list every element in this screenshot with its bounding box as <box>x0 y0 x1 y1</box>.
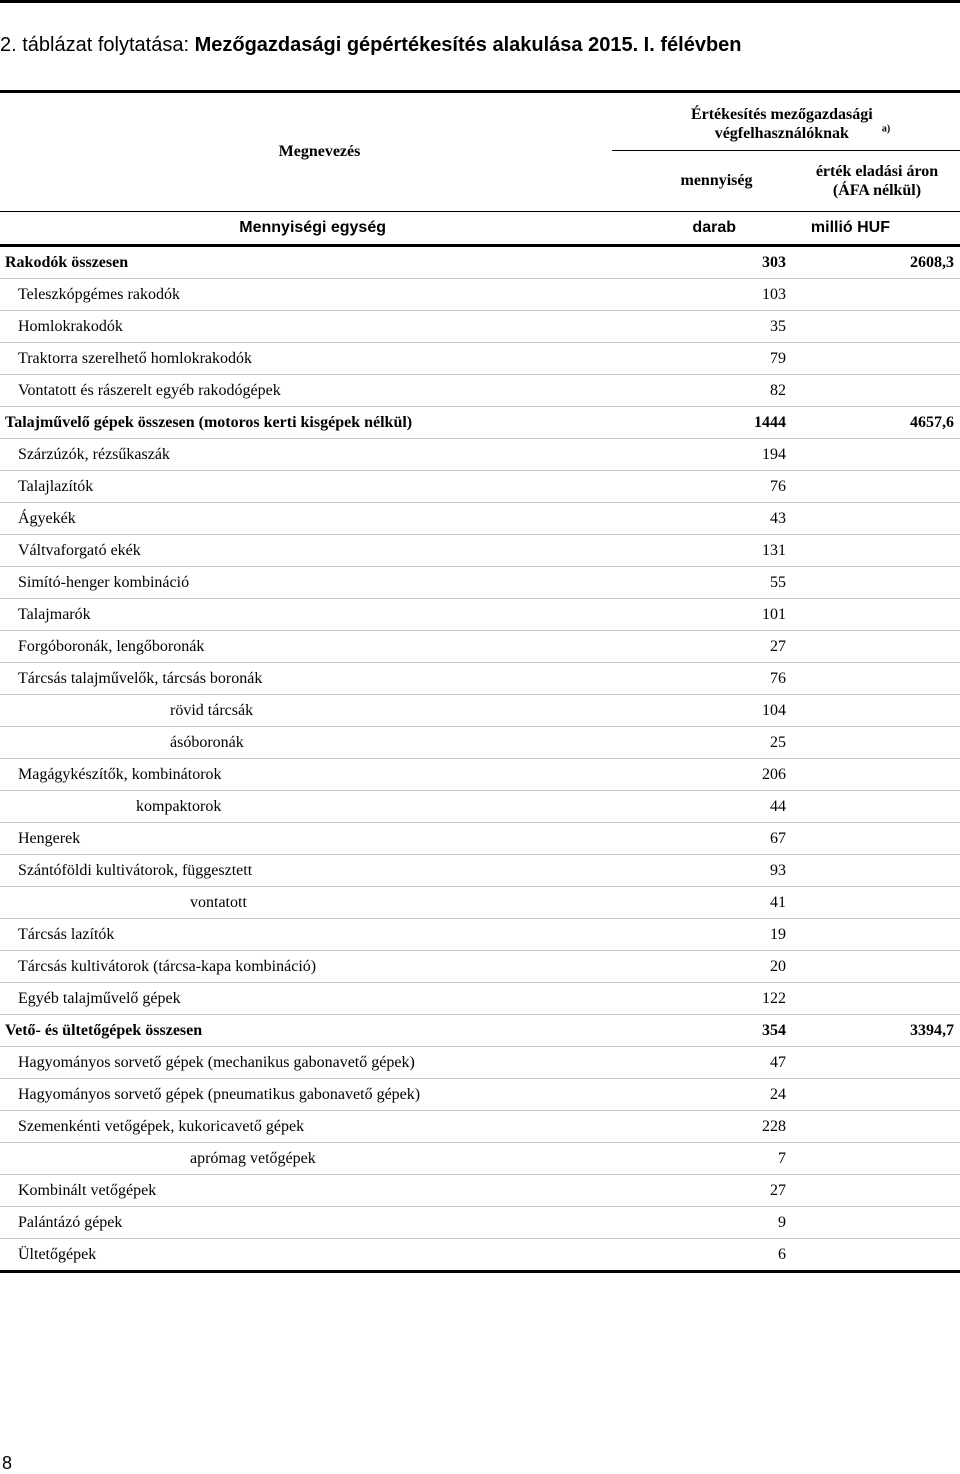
table-row <box>0 759 960 791</box>
row-name: Tárcsás talajművelők, tárcsás boronák <box>0 663 612 695</box>
table-row <box>0 791 960 823</box>
table-row <box>0 567 960 599</box>
row-value <box>794 1047 960 1079</box>
row-value <box>794 343 960 375</box>
row-quantity: 76 <box>612 663 794 695</box>
table-row <box>0 919 960 951</box>
table-row <box>0 375 960 407</box>
row-quantity: 67 <box>612 823 794 855</box>
row-value <box>794 599 960 631</box>
row-name: Hagyományos sorvető gépek (mechanikus gabonavető gépek) <box>0 1047 612 1079</box>
table-header <box>0 92 960 246</box>
row-value <box>794 727 960 759</box>
row-quantity: 354 <box>612 1015 794 1047</box>
table-row <box>0 439 960 471</box>
table-row <box>0 1207 960 1239</box>
row-value <box>794 855 960 887</box>
row-name: Hengerek <box>0 823 612 855</box>
table-row <box>0 535 960 567</box>
table-row <box>0 1047 960 1079</box>
row-name: Ágyekék <box>0 503 612 535</box>
unit-quantity: darab <box>612 212 794 246</box>
row-value <box>794 375 960 407</box>
row-quantity: 47 <box>612 1047 794 1079</box>
row-value <box>794 1079 960 1111</box>
row-name: Palántázó gépek <box>0 1207 612 1239</box>
row-name: Tárcsás lazítók <box>0 919 612 951</box>
row-quantity: 82 <box>612 375 794 407</box>
table-row <box>0 663 960 695</box>
row-value <box>794 1239 960 1272</box>
row-quantity: 122 <box>612 983 794 1015</box>
row-quantity: 41 <box>612 887 794 919</box>
table-row <box>0 727 960 759</box>
title-prefix: 2. táblázat folytatása: <box>0 34 195 56</box>
row-value: 3394,7 <box>794 1015 960 1047</box>
row-value <box>794 279 960 311</box>
row-quantity: 103 <box>612 279 794 311</box>
row-name: Szárzúzók, rézsűkaszák <box>0 439 612 471</box>
row-name: Vető- és ültetőgépek összesen <box>0 1015 612 1047</box>
row-value: 4657,6 <box>794 407 960 439</box>
row-value <box>794 471 960 503</box>
row-value <box>794 439 960 471</box>
row-value <box>794 983 960 1015</box>
row-name: aprómag vetőgépek <box>0 1143 612 1175</box>
row-name: kompaktorok <box>0 791 612 823</box>
row-quantity: 206 <box>612 759 794 791</box>
title-main: Mezőgazdasági gépértékesítés alakulása 2015. I. félévben <box>194 34 742 56</box>
table-row-total <box>0 1015 960 1047</box>
table-row <box>0 599 960 631</box>
row-quantity: 25 <box>612 727 794 759</box>
row-quantity: 20 <box>612 951 794 983</box>
row-quantity: 55 <box>612 567 794 599</box>
row-quantity: 24 <box>612 1079 794 1111</box>
table-body <box>0 246 960 1272</box>
row-value <box>794 1143 960 1175</box>
row-name: vontatott <box>0 887 612 919</box>
row-name: Rakodók összesen <box>0 246 612 279</box>
row-name: Teleszkópgémes rakodók <box>0 279 612 311</box>
table-row <box>0 1079 960 1111</box>
row-name: Szemenkénti vetőgépek, kukoricavető gépek <box>0 1111 612 1143</box>
table-row <box>0 471 960 503</box>
table-row <box>0 855 960 887</box>
header-sales-group <box>612 92 960 151</box>
unit-row <box>0 212 960 246</box>
table-row <box>0 1111 960 1143</box>
row-name: Forgóboronák, lengőboronák <box>0 631 612 663</box>
table-row <box>0 311 960 343</box>
table-row <box>0 823 960 855</box>
row-value <box>794 311 960 343</box>
row-value <box>794 567 960 599</box>
header-quantity: mennyiség <box>680 172 753 189</box>
header-sales-note: a) <box>881 123 891 135</box>
row-quantity: 6 <box>612 1239 794 1272</box>
row-quantity: 79 <box>612 343 794 375</box>
table-row <box>0 503 960 535</box>
row-quantity: 44 <box>612 791 794 823</box>
row-name: rövid tárcsák <box>0 695 612 727</box>
row-quantity: 7 <box>612 1143 794 1175</box>
row-name: Egyéb talajművelő gépek <box>0 983 612 1015</box>
row-name: Kombinált vetőgépek <box>0 1175 612 1207</box>
row-value <box>794 823 960 855</box>
table-row <box>0 631 960 663</box>
row-quantity: 228 <box>612 1111 794 1143</box>
table-row <box>0 983 960 1015</box>
row-quantity: 303 <box>612 246 794 279</box>
table-row-total <box>0 246 960 279</box>
unit-label: Mennyiségi egység <box>0 212 612 246</box>
row-value <box>794 1111 960 1143</box>
row-value <box>794 695 960 727</box>
row-name: Hagyományos sorvető gépek (pneumatikus gabonavető gépek) <box>0 1079 612 1111</box>
row-value <box>794 503 960 535</box>
row-name: Simító-henger kombináció <box>0 567 612 599</box>
row-value <box>794 1175 960 1207</box>
row-value <box>794 919 960 951</box>
header-name: Megnevezés <box>0 92 612 212</box>
row-name: ásóboronák <box>0 727 612 759</box>
table-row <box>0 951 960 983</box>
row-name: Magágykészítők, kombinátorok <box>0 759 612 791</box>
table-row <box>0 343 960 375</box>
table-row <box>0 279 960 311</box>
row-name: Vontatott és rászerelt egyéb rakodógépek <box>0 375 612 407</box>
row-value <box>794 791 960 823</box>
row-name: Talajmarók <box>0 599 612 631</box>
row-value <box>794 759 960 791</box>
row-name: Ültetőgépek <box>0 1239 612 1272</box>
top-rule <box>0 0 960 3</box>
row-name: Talajlazítók <box>0 471 612 503</box>
row-quantity: 76 <box>612 471 794 503</box>
header-sales-group-text: Értékesítés mezőgazdasági végfelhasználóknak <box>690 106 873 142</box>
row-quantity: 27 <box>612 1175 794 1207</box>
row-quantity: 9 <box>612 1207 794 1239</box>
table-row <box>0 1143 960 1175</box>
row-name: Talajművelő gépek összesen (motoros kerti kisgépek nélkül) <box>0 407 612 439</box>
row-value <box>794 887 960 919</box>
row-name: Tárcsás kultivátorok (tárcsa-kapa kombináció) <box>0 951 612 983</box>
row-quantity: 35 <box>612 311 794 343</box>
row-value <box>794 663 960 695</box>
row-quantity: 104 <box>612 695 794 727</box>
row-value <box>794 951 960 983</box>
row-quantity: 101 <box>612 599 794 631</box>
row-quantity: 131 <box>612 535 794 567</box>
header-value <box>794 151 960 212</box>
page-number: 8 <box>2 1453 13 1473</box>
row-name: Homlokrakodók <box>0 311 612 343</box>
row-value <box>794 1207 960 1239</box>
unit-value: millió HUF <box>794 212 960 246</box>
document-title <box>0 34 742 57</box>
row-value: 2608,3 <box>794 246 960 279</box>
row-name: Váltvaforgató ekék <box>0 535 612 567</box>
row-quantity: 1444 <box>612 407 794 439</box>
row-name: Szántóföldi kultivátorok, függesztett <box>0 855 612 887</box>
table-row <box>0 887 960 919</box>
row-quantity: 43 <box>612 503 794 535</box>
row-quantity: 27 <box>612 631 794 663</box>
header-value-text: érték eladási áron (ÁFA nélkül) <box>815 163 939 199</box>
row-quantity: 194 <box>612 439 794 471</box>
table-row <box>0 695 960 727</box>
row-quantity: 93 <box>612 855 794 887</box>
table-row <box>0 1239 960 1272</box>
table-row-total <box>0 407 960 439</box>
table-row <box>0 1175 960 1207</box>
row-value <box>794 535 960 567</box>
row-quantity: 19 <box>612 919 794 951</box>
sales-table <box>0 90 960 1273</box>
row-name: Traktorra szerelhető homlokrakodók <box>0 343 612 375</box>
row-value <box>794 631 960 663</box>
